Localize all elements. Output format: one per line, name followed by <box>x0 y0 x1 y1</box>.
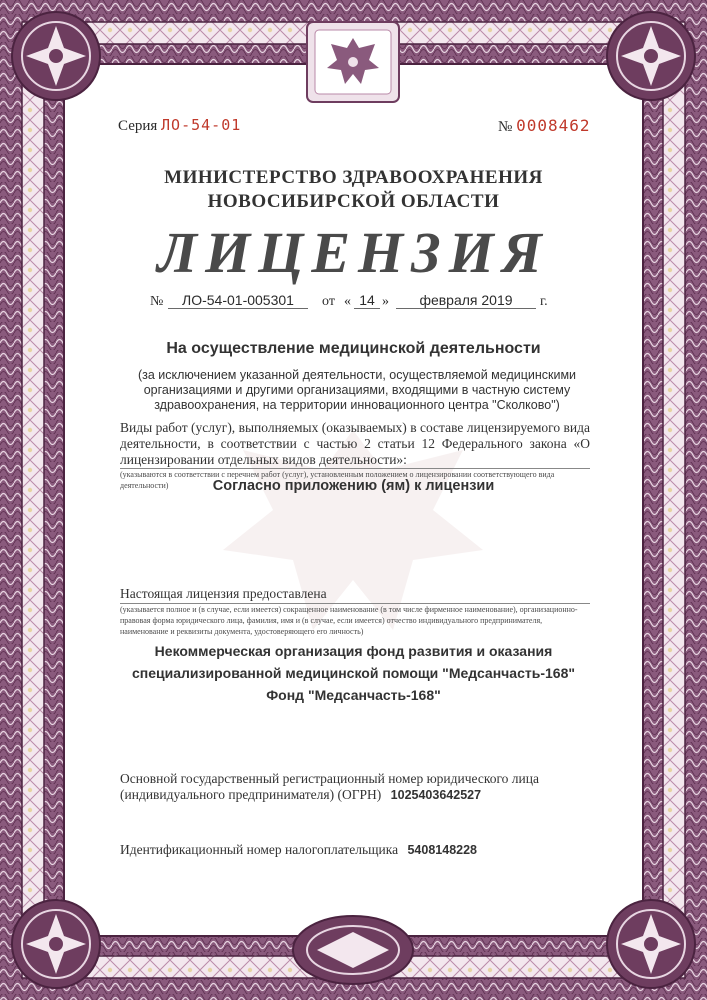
ogrn-value: 1025403642527 <box>390 788 482 802</box>
holder-name-line-1: Некоммерческая организация фонд развития и оказания <box>154 643 553 659</box>
works-hint: (указываются в соответствии с перечнем работ (услуг), установленным положением о лицензировании соответствующего вида деятельности) <box>120 468 590 491</box>
serial-number-line <box>498 116 591 136</box>
holder-label: Настоящая лицензия предоставлена <box>120 586 327 601</box>
inn-value: 5408148228 <box>407 843 478 857</box>
series-line <box>118 116 241 135</box>
license-number-line <box>150 292 570 314</box>
ogrn-block <box>120 771 539 803</box>
serial-number-sign: № <box>498 119 513 135</box>
license-day: 14 <box>354 292 380 309</box>
holder-hint: (указывается полное и (в случае, если имеется) сокращенное наименование (в том числе фирменное наименование), организационно-правовая форма юридического лица, фамилия, имя и (в случае, если имеется) отчество индивидуального предпринимателя, наименование и реквизиты документа, удостоверяющего его личность) <box>120 603 590 637</box>
holder-name-line-2: специализированной медицинской помощи "Медсанчасть-168" <box>132 665 575 681</box>
series-value: ЛО-54-01 <box>161 116 242 134</box>
ministry-line-2: НОВОСИБИРСКОЙ ОБЛАСТИ <box>207 191 500 212</box>
license-number: ЛО-54-01-005301 <box>168 292 308 309</box>
works-text: Виды работ (услуг), выполняемых (оказываемых) в составе лицензируемого вида деятельности, в соответствии с частью 2 статьи 12 Федерального закона «О лицензировании отдельных видов деятельности»: <box>120 420 590 467</box>
license-number-sign: № <box>150 294 164 309</box>
activity-note: (за исключением указанной деятельности, осуществляемой медицинскими организациями и другими организациями, входящими в частную систему здравоохранения, на территории инновационного центра "Сколково") <box>137 368 577 412</box>
license-month-year: февраля 2019 <box>396 292 536 309</box>
license-year-suffix: г. <box>540 294 548 309</box>
works-value: Согласно приложению (ям) к лицензии <box>212 478 495 494</box>
ministry-line-1: МИНИСТЕРСТВО ЗДРАВООХРАНЕНИЯ <box>164 167 543 188</box>
series-label: Серия <box>118 118 158 134</box>
inn-line <box>120 842 477 858</box>
license-from-label: от <box>322 294 335 309</box>
ogrn-label-line-1: Основной государственный регистрационный номер юридического лица <box>120 771 539 786</box>
activity-heading: На осуществление медицинской деятельности <box>166 340 541 357</box>
license-day-open: « <box>344 294 351 309</box>
holder-name <box>64 640 643 706</box>
ministry-name <box>64 166 643 214</box>
serial-number-value: 0008462 <box>516 116 591 135</box>
ogrn-label-line-2: (индивидуального предпринимателя) (ОГРН) <box>120 787 382 802</box>
page-title: ЛИЦЕНЗИЯ <box>157 220 550 285</box>
license-day-close: » <box>382 294 389 309</box>
inn-label: Идентификационный номер налогоплательщика <box>120 842 399 857</box>
holder-name-line-3: Фонд "Медсанчасть-168" <box>266 687 441 703</box>
